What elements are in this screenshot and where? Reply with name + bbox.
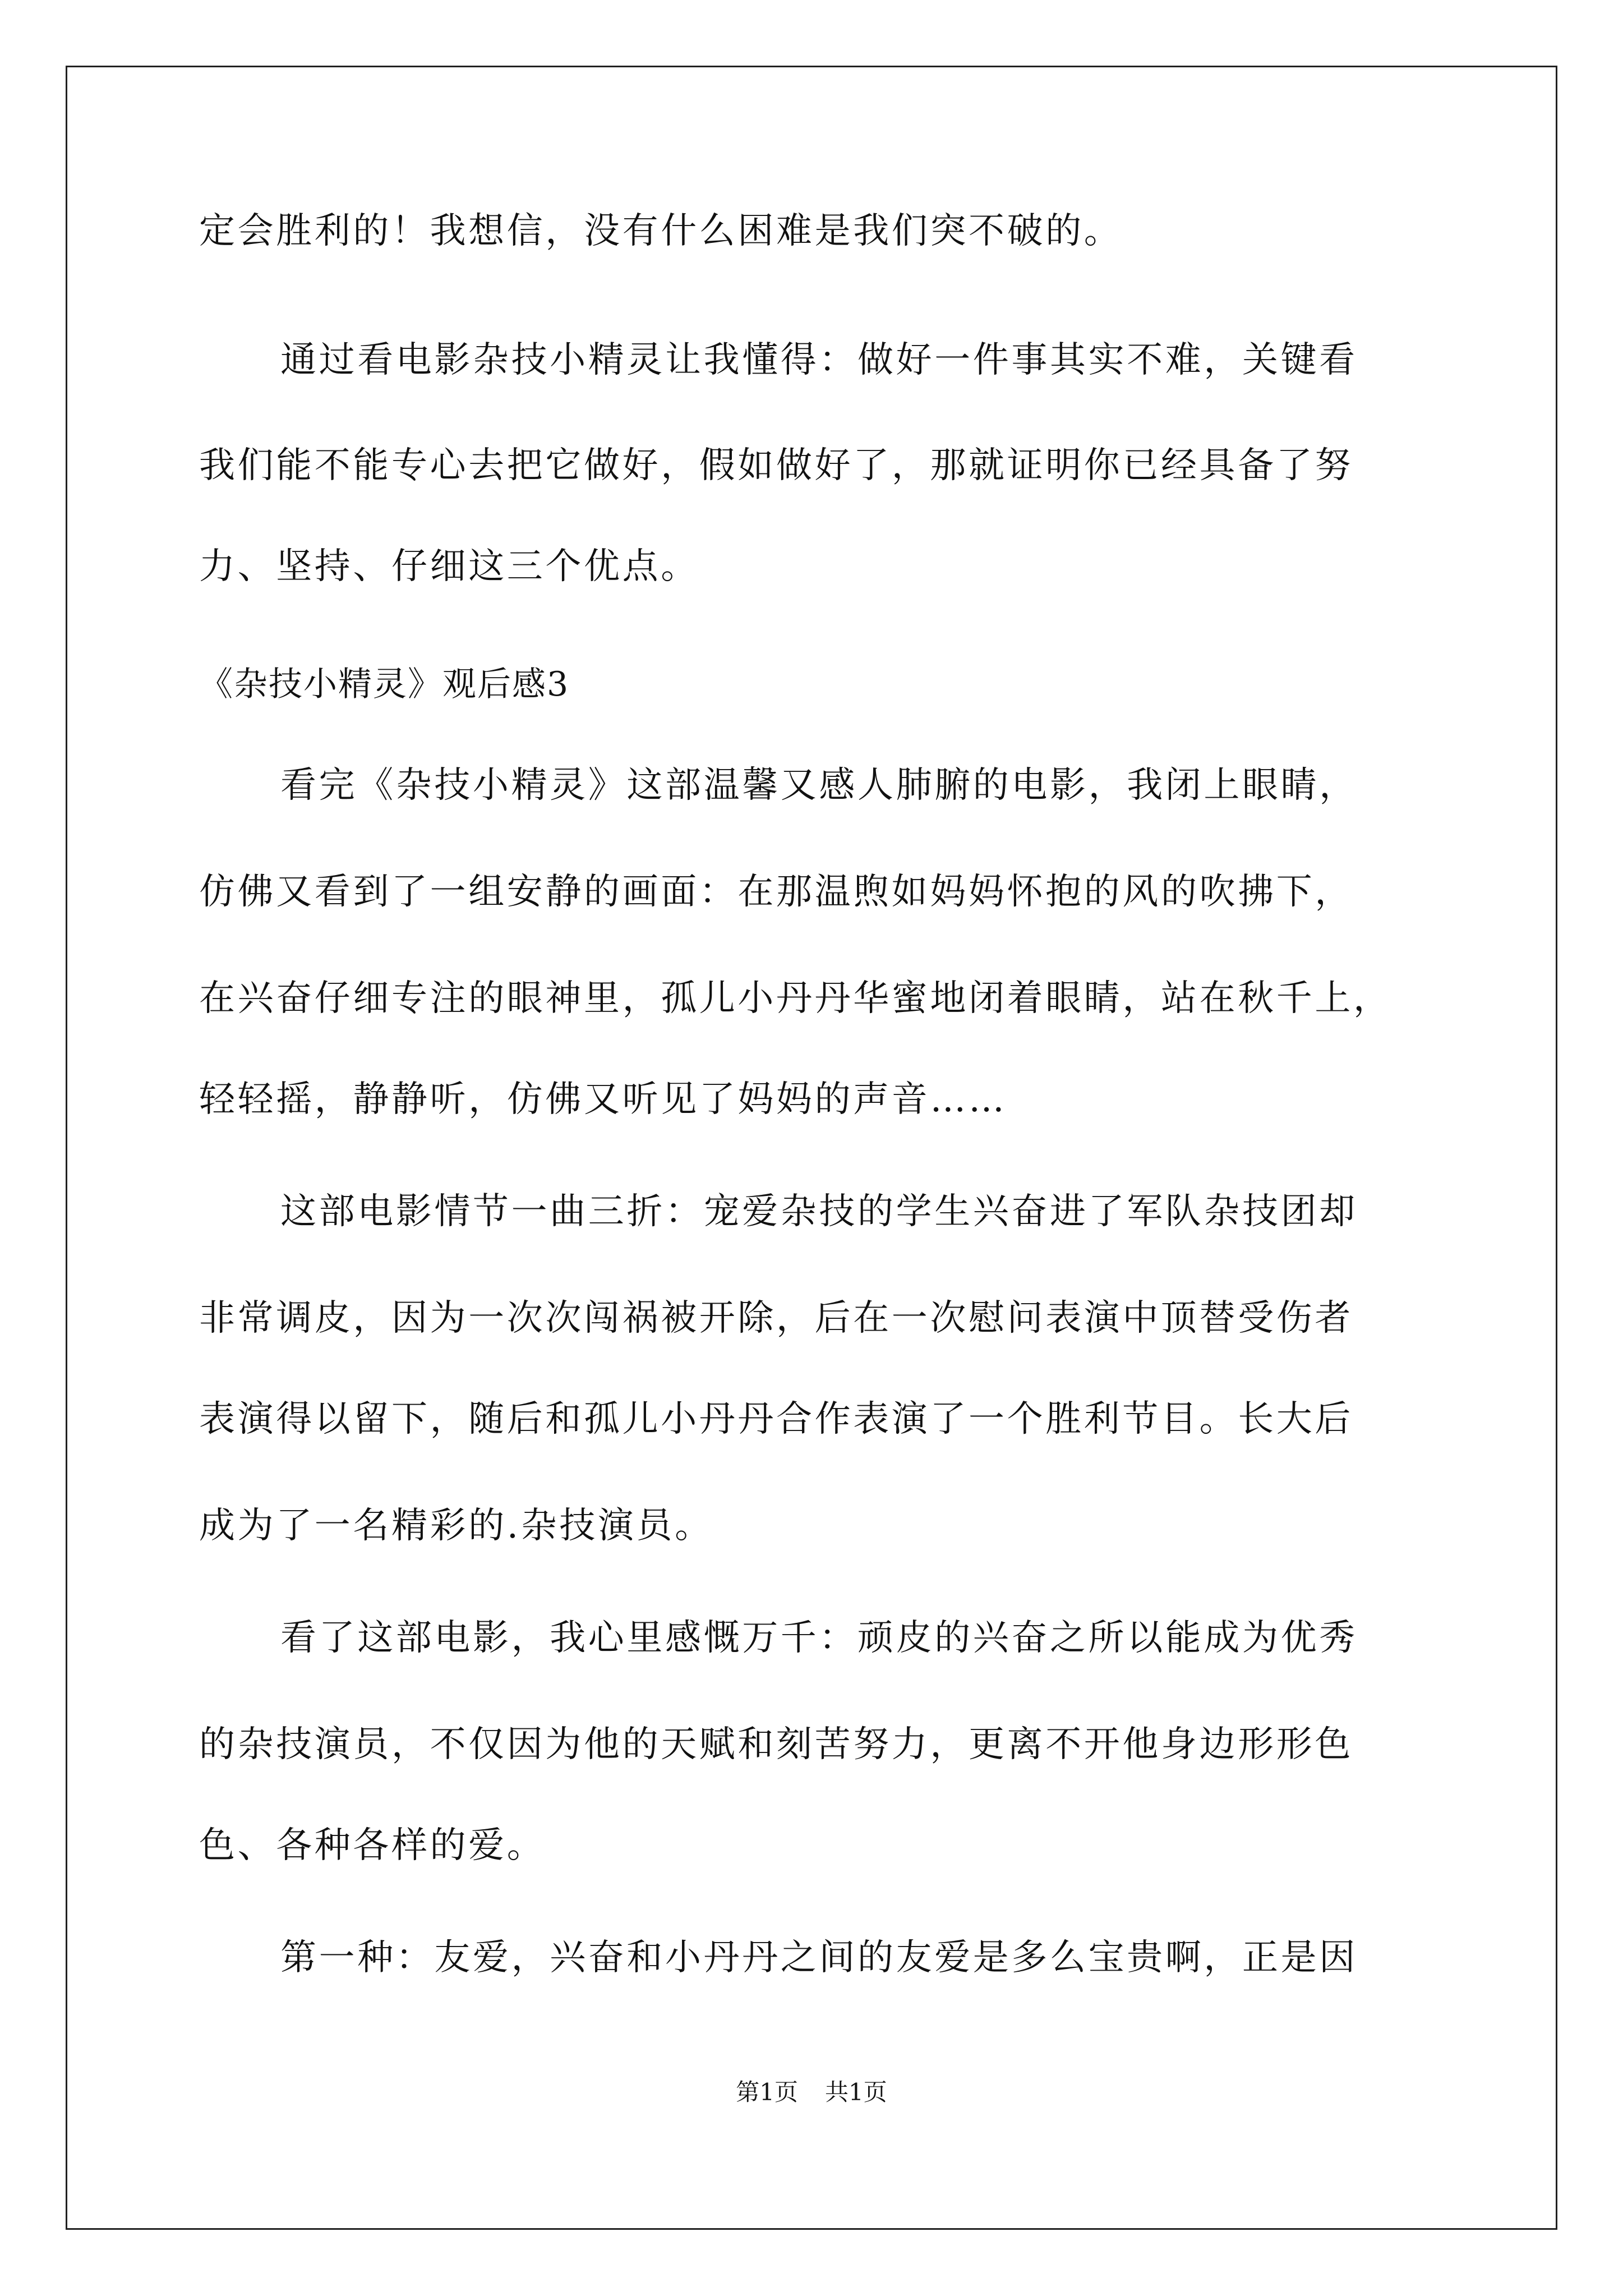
paragraph-line: 这部电影情节一曲三折：宠爱杂技的学生兴奋进了军队杂技团却 [280,1191,1358,1232]
paragraph-line: 在兴奋仔细专注的眼神里，孤儿小丹丹华蜜地闭着眼睛，站在秋千上， [199,978,1392,1019]
paragraph-line: 力、坚持、仔细这三个优点。 [199,546,699,587]
paragraph-line: 色、各种各样的爱。 [199,1825,546,1866]
paragraph-line: 看完《杂技小精灵》这部温馨又感人肺腑的电影，我闭上眼睛， [280,765,1358,806]
section-heading: 《杂技小精灵》观后感3 [199,665,570,704]
paragraph-line: 非常调皮，因为一次次闯祸被开除，后在一次慰问表演中顶替受伤者 [199,1297,1353,1339]
paragraph-line: 通过看电影杂技小精灵让我懂得：做好一件事其实不难，关键看 [280,339,1358,381]
paragraph-line: 表演得以留下，随后和孤儿小丹丹合作表演了一个胜利节目。长大后 [199,1398,1353,1440]
paragraph-line: 第一种：友爱，兴奋和小丹丹之间的友爱是多么宝贵啊，正是因 [280,1937,1358,1978]
paragraph-line: 仿佛又看到了一组安静的画面：在那温煦如妈妈怀抱的风的吹拂下， [199,871,1353,913]
paragraph-line: 看了这部电影，我心里感慨万千：顽皮的兴奋之所以能成为优秀 [280,1617,1358,1659]
page-total: 共1页 [825,2078,887,2106]
page-footer [0,2078,1623,2106]
paragraph-line: 定会胜利的！我想信，没有什么困难是我们突不破的。 [199,210,1123,252]
page-border [66,66,1557,2230]
page-number: 第1页 [736,2078,798,2106]
paragraph-line: 的杂技演员，不仅因为他的天赋和刻苦努力，更离不开他身边形形色 [199,1724,1353,1765]
paragraph-line: 我们能不能专心去把它做好，假如做好了，那就证明你已经具备了努 [199,445,1353,486]
paragraph-line: 成为了一名精彩的.杂技演员。 [199,1505,713,1547]
paragraph-line: 轻轻摇，静静听，仿佛又听见了妈妈的声音…… [199,1079,1007,1120]
